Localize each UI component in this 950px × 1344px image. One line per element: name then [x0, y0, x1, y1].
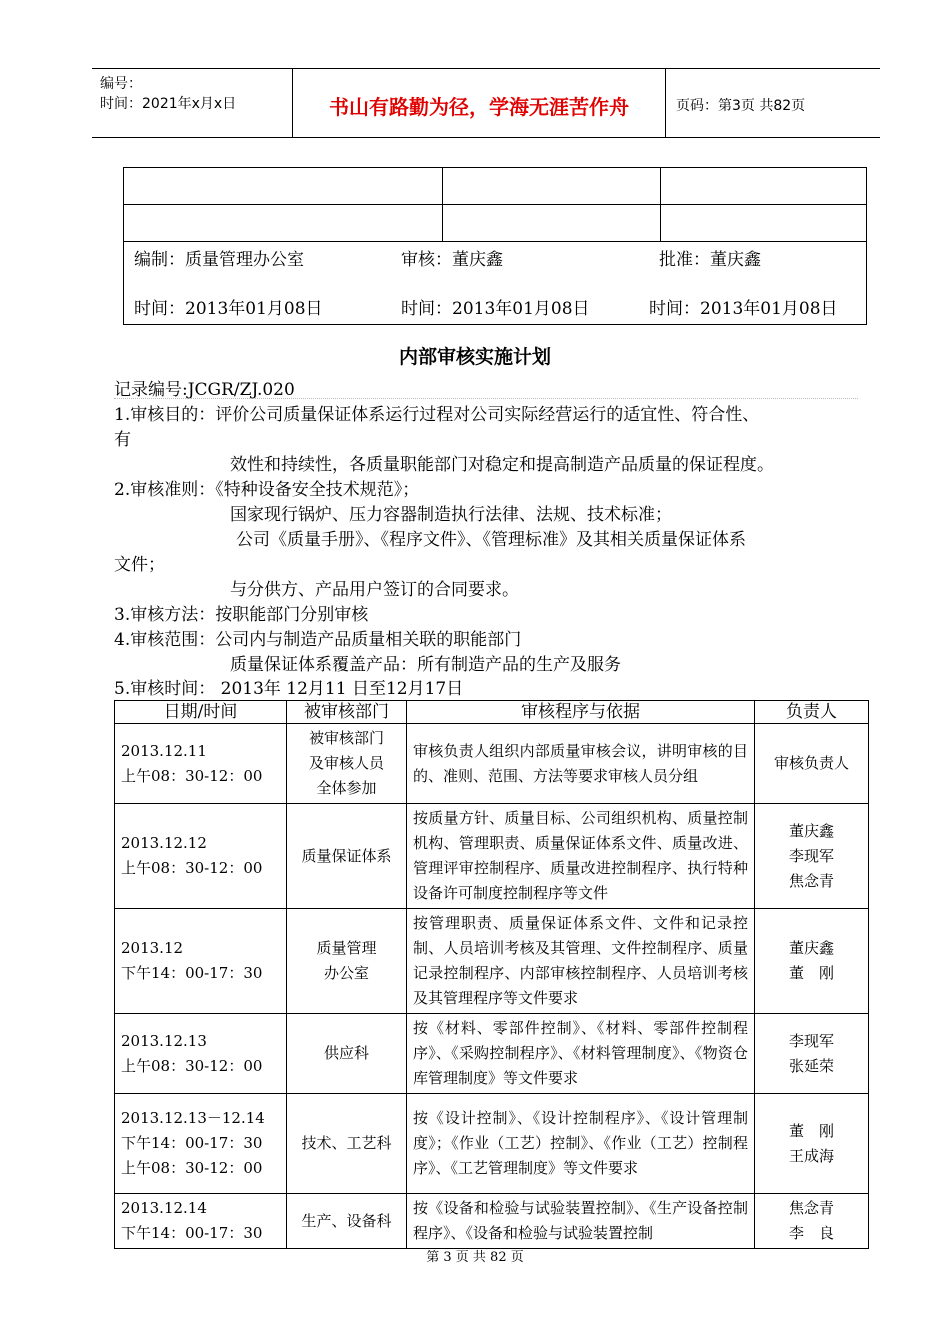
- col-header-owner: 负责人: [755, 701, 869, 724]
- owner-cell: [755, 1094, 869, 1194]
- procedure-cell: 按《设备和检验与试验装置控制》、《生产设备控制程序》、《设备和检验与试验装置控制: [407, 1194, 755, 1249]
- owner-cell-line: 王成海: [788, 1146, 834, 1165]
- date-cell: [115, 1194, 287, 1249]
- date-cell: [115, 909, 287, 1014]
- date-cell: [115, 724, 287, 804]
- signoff-divider: [660, 168, 661, 241]
- dept-cell-line: 被审核部门: [308, 729, 384, 747]
- date-cell: [115, 1094, 287, 1194]
- dept-cell-line: 技术、工艺科: [301, 1134, 392, 1152]
- record-number: 记录编号:JCGR/ZJ.020: [114, 380, 295, 400]
- table-row: [115, 909, 869, 1014]
- dept-cell-line: 质量管理: [316, 939, 377, 957]
- table-header-row: [115, 701, 869, 724]
- scope-line: 4.审核范围：公司内与制造产品质量相关联的职能部门: [114, 630, 522, 650]
- procedure-cell: 按质量方针、质量目标、公司组织机构、质量控制机构、管理职责、质量保证体系文件、质量改进、管理评审控制程序、质量改进控制程序、执行特种设备许可制度控制程序等文件: [407, 804, 755, 909]
- date-cell: [115, 1014, 287, 1094]
- dept-cell: [287, 804, 407, 909]
- owner-cell: [755, 909, 869, 1014]
- signoff-table: [123, 167, 867, 325]
- owner-cell-line: 董 刚: [788, 1121, 834, 1140]
- owner-cell-line: 审核负责人: [773, 754, 849, 772]
- doc-time: 时间：2021年x月x日: [100, 96, 237, 112]
- date-cell-line: 2013.12.11: [121, 741, 207, 760]
- procedure-cell: 按《设计控制》、《设计控制程序》、《设计管理制度》；《作业（工艺）控制》、《作业（工艺）控制程序》、《工艺管理制度》等文件要求: [407, 1094, 755, 1194]
- motto: 书山有路勤为径，学海无涯苦作舟: [329, 95, 629, 119]
- procedure-cell: 审核负责人组织内部质量审核会议，讲明审核的目的、准则、范围、方法等要求审核人员分组: [407, 724, 755, 804]
- signoff-divider: [442, 168, 443, 241]
- owner-cell: [755, 804, 869, 909]
- dept-cell: [287, 1014, 407, 1094]
- purpose-line: 效性和持续性，各质量职能部门对稳定和提高制造产品质量的保证程度。: [230, 455, 774, 475]
- table-row: [115, 804, 869, 909]
- date-cell: [115, 804, 287, 909]
- page-header: [92, 68, 880, 138]
- signoff-reviewed-time: 时间：2013年01月08日: [401, 299, 590, 319]
- purpose-line: 1.审核目的：评价公司质量保证体系运行过程对公司实际经营运行的适宜性、符合性、: [114, 405, 760, 425]
- criteria-line: 公司《质量手册》、《程序文件》、《管理标准》及其相关质量保证体系: [236, 530, 746, 550]
- page-title: 内部审核实施计划: [398, 346, 551, 368]
- date-cell-line: 下午14：00-17：30: [121, 1224, 263, 1242]
- date-cell-line: 下午14：00-17：30: [121, 1134, 263, 1152]
- page-footer: 第 3 页 共 82 页: [426, 1250, 524, 1265]
- criteria-line: 国家现行锅炉、压力容器制造执行法律、法规、技术标准；: [230, 505, 672, 525]
- dept-cell: [287, 909, 407, 1014]
- date-cell-line: 2013.12.13: [121, 1031, 207, 1050]
- dept-cell-line: 办公室: [323, 964, 369, 982]
- owner-cell-line: 李现军: [788, 846, 834, 865]
- criteria-line: 2.审核准则：《特种设备安全技术规范》；: [114, 480, 420, 500]
- table-row: [115, 724, 869, 804]
- criteria-line: 文件；: [114, 555, 165, 575]
- date-cell-line: 2013.12.13－12.14: [121, 1109, 265, 1127]
- owner-cell-line: 董庆鑫: [788, 939, 834, 957]
- owner-cell-line: 焦念青: [788, 871, 834, 890]
- date-cell-line: 上午08：30-12：00: [121, 859, 263, 877]
- owner-cell-line: 李 良: [788, 1224, 834, 1242]
- procedure-cell: 按《材料、零部件控制》、《材料、零部件控制程序》、《采购控制程序》、《材料管理制度》、《物资仓库管理制度》等文件要求: [407, 1014, 755, 1094]
- signoff-prepared: 编制：质量管理办公室: [134, 250, 304, 270]
- signoff-prepared-time: 时间：2013年01月08日: [134, 299, 323, 319]
- purpose-line: 有: [114, 430, 131, 450]
- col-header-date: 日期/时间: [115, 701, 287, 724]
- date-cell-line: 上午08：30-12：00: [121, 1056, 263, 1075]
- audit-plan-table: [114, 700, 869, 1249]
- header-page-cell: [666, 69, 880, 137]
- table-row: [115, 1094, 869, 1194]
- owner-cell: [755, 1014, 869, 1094]
- col-header-dept: 被审核部门: [287, 701, 407, 724]
- signoff-divider: [124, 204, 866, 205]
- method-line: 3.审核方法：按职能部门分别审核: [114, 605, 369, 625]
- audit-time-line: 5.审核时间： 2013年 12月11 日至12月17日: [114, 679, 464, 699]
- dept-cell-line: 及审核人员: [308, 754, 384, 772]
- owner-cell: [755, 724, 869, 804]
- signoff-approved-time: 时间：2013年01月08日: [649, 299, 838, 319]
- record-divider: [114, 398, 858, 399]
- scope-line: 质量保证体系覆盖产品：所有制造产品的生产及服务: [230, 655, 621, 675]
- owner-cell-line: 张延荣: [788, 1056, 834, 1075]
- col-header-procedure: 审核程序与依据: [407, 701, 755, 724]
- owner-cell: [755, 1194, 869, 1249]
- table-row: [115, 1014, 869, 1094]
- owner-cell-line: 董 刚: [788, 964, 834, 982]
- signoff-reviewed: 审核：董庆鑫: [401, 250, 503, 270]
- date-cell-line: 2013.12: [121, 939, 184, 957]
- dept-cell-line: 生产、设备科: [301, 1211, 392, 1230]
- date-cell-line: 上午08：30-12：00: [121, 766, 263, 785]
- signoff-approved: 批准：董庆鑫: [659, 250, 761, 270]
- dept-cell-line: 供应科: [323, 1044, 369, 1062]
- signoff-divider: [124, 241, 866, 242]
- dept-cell-line: 质量保证体系: [301, 846, 392, 865]
- owner-cell-line: 董庆鑫: [788, 821, 834, 840]
- date-cell-line: 上午08：30-12：00: [121, 1159, 263, 1177]
- dept-cell: [287, 1094, 407, 1194]
- date-cell-line: 2013.12.14: [121, 1199, 207, 1217]
- header-motto-cell: [293, 69, 666, 137]
- page-number: 页码：第3页 共82页: [676, 98, 806, 114]
- table-row: [115, 1194, 869, 1249]
- header-meta-cell: [92, 69, 293, 137]
- date-cell-line: 2013.12.12: [121, 834, 207, 852]
- doc-number: 编号：: [100, 76, 142, 92]
- criteria-line: 与分供方、产品用户签订的合同要求。: [230, 580, 519, 600]
- owner-cell-line: 焦念青: [788, 1199, 834, 1217]
- dept-cell: [287, 1194, 407, 1249]
- dept-cell: [287, 724, 407, 804]
- procedure-cell: 按管理职责、质量保证体系文件、文件和记录控制、人员培训考核及其管理、文件控制程序、质量记录控制程序、内部审核控制程序、人员培训考核及其管理程序等文件要求: [407, 909, 755, 1014]
- date-cell-line: 下午14：00-17：30: [121, 964, 263, 982]
- owner-cell-line: 李现军: [788, 1031, 834, 1050]
- dept-cell-line: 全体参加: [316, 779, 377, 797]
